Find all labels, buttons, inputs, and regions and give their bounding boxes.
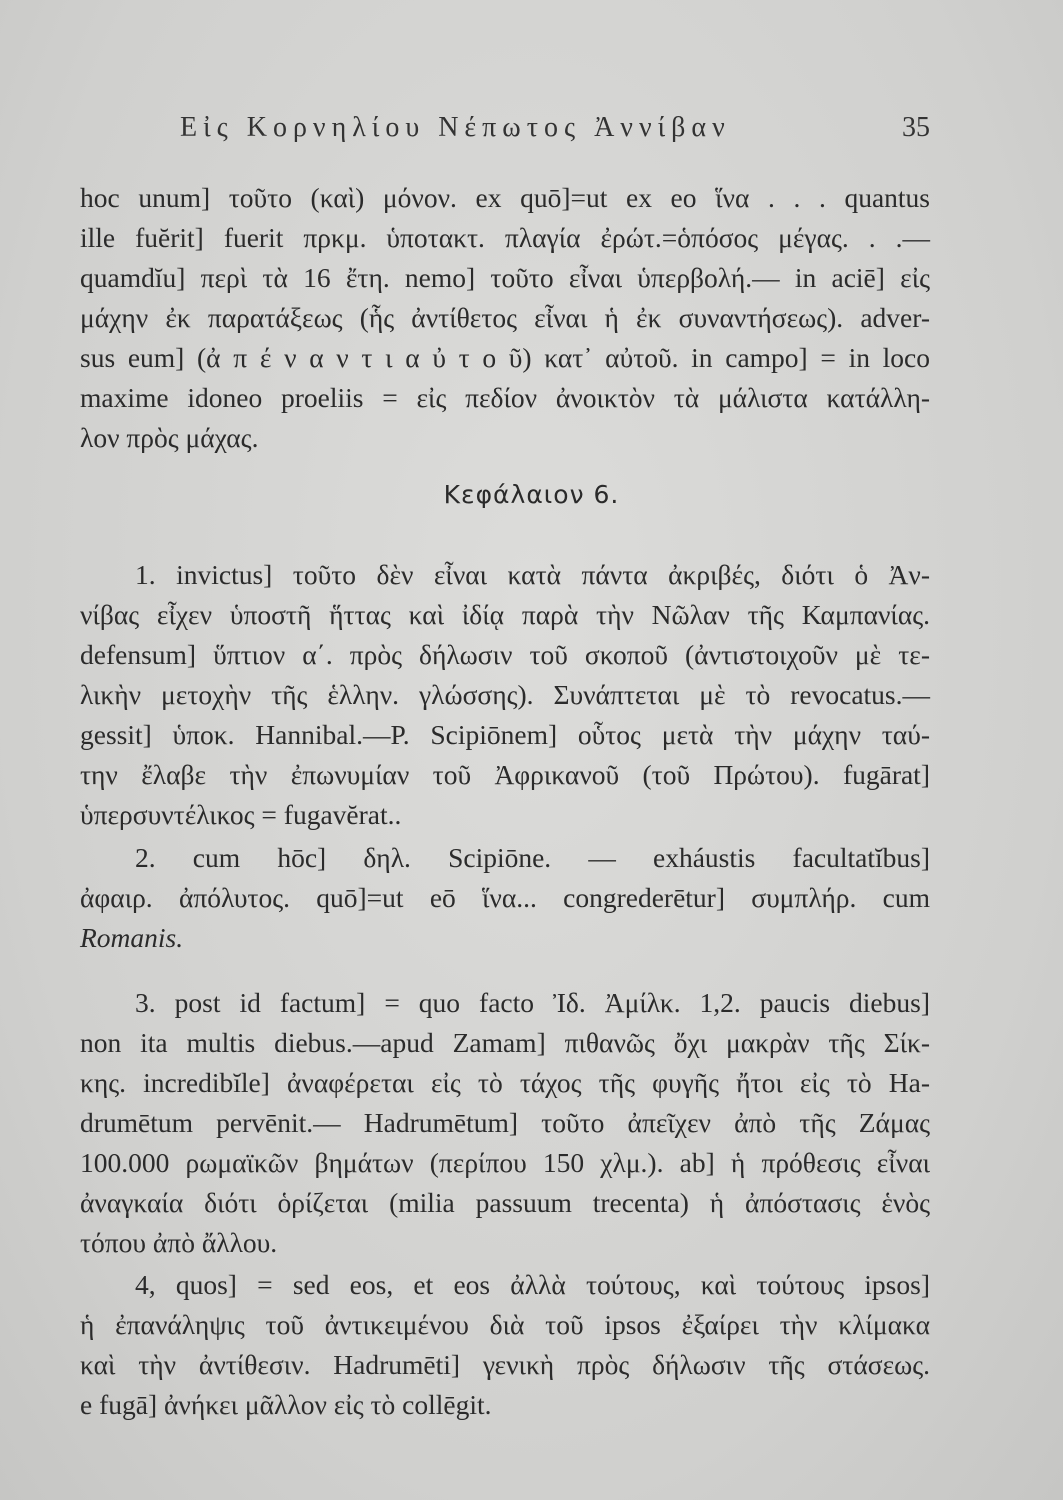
text-line: 100.000 ρωμαϊκῶν βημάτων (περίπου 150 χλμ.). ab] ἡ πρόθεσις εἶναι [80,1147,930,1178]
text-line: gessit] ὑποκ. Hannibal.—P. Scipiōnem] οὗτος μετὰ τὴν μάχην ταύ- [80,719,930,750]
text-line: defensum] ὕπτιον α΄. πρὸς δήλωσιν τοῦ σκοποῦ (ἀντιστοιχοῦν μὲ τε- [80,639,930,670]
text-line: κης. incredibĭle] ἀναφέρεται εἰς τὸ τάχος τῆς φυγῆς ἤτοι εἰς τὸ Ha- [80,1067,930,1098]
text-line: 3. post id factum] = quo facto Ἰδ. Ἀμίλκ. 1,2. paucis diebus] [135,987,930,1018]
text-line: e fugā] ἀνήκει μᾶλλον εἰς τὸ collēgit. [80,1389,492,1420]
text-line: sus eum] (ἀ π έ ν α ν τ ι α ὐ τ ο ῦ) κατ᾽ αὐτοῦ. in campo] = in loco [80,342,930,373]
text-line: νίβας εἶχεν ὑποστῆ ἥττας καὶ ἰδίᾳ παρὰ τὴν Νῶλαν τῆς Καμπανίας. [80,599,930,630]
text-line: Romanis. [80,922,184,953]
intro-paragraph [80,178,930,458]
text-line: καὶ τὴν ἀντίθεσιν. Hadrumēti] γενικὴ πρὸς δήλωσιν τῆς στάσεως. [80,1349,930,1380]
text-line: ἡ ἐπανάληψις τοῦ ἀντικειμένου διὰ τοῦ ipsos ἐξαίρει τὴν κλίμακα [80,1309,930,1340]
section-1-paragraph [80,555,930,835]
text-line: maxime idoneo proeliis = εἰς πεδίον ἀνοικτὸν τὰ μάλιστα κατάλλη- [80,382,930,413]
text-line: ille fuĕrit] fuerit πρκμ. ὑποτακτ. πλαγία ἐρώτ.=ὁπόσος μέγας. . .— [80,222,930,253]
text-line: ὑπερσυντέλικος = fugavĕrat.. [80,799,402,830]
text-line: drumētum pervēnit.— Hadrumētum] τοῦτο ἀπεῖχεν ἀπὸ τῆς Ζάμας [80,1107,930,1138]
text-line: την ἔλαβε τὴν ἐπωνυμίαν τοῦ Ἀφρικανοῦ (τοῦ Πρώτου). fugārat] [80,759,930,790]
text-line: 1. invictus] τοῦτο δὲν εἶναι κατὰ πάντα ἀκριβές, διότι ὁ Ἀν- [135,559,930,590]
text-line: hoc unum] τοῦτο (καὶ) μόνον. ex quō]=ut ex eo ἵνα . . . quantus [80,182,930,213]
text-line: μάχην ἐκ παρατάξεως (ἧς ἀντίθετος εἶναι ἡ ἐκ συναντήσεως). adver- [80,302,930,333]
section-2-paragraph [80,838,930,958]
text-line: ἀναγκαία διότι ὁρίζεται (milia passuum trecenta) ἡ ἀπόστασις ἑνὸς [80,1187,930,1218]
running-title: Εἰς Κορνηλίου Νέπωτος Ἀννίβαν [180,112,731,143]
text-line: 2. cum hōc] δηλ. Scipiōne. — exháustis facultatĭbus] [135,842,930,873]
text-line: τόπου ἀπὸ ἄλλου. [80,1227,278,1258]
section-4-paragraph [80,1265,930,1425]
running-header [80,112,930,156]
page-number: 35 [902,112,930,143]
text-line: λικὴν μετοχὴν τῆς ἑλλην. γλώσσης). Συνάπτεται μὲ τὸ revocatus.— [80,679,930,710]
text-line: 4, quos] = sed eos, et eos ἀλλὰ τούτους, καὶ τούτους ipsos] [135,1269,930,1300]
text-line: ἀφαιρ. ἀπόλυτος. quō]=ut eō ἵνα... congrederētur] συμπλήρ. cum [80,882,930,913]
section-3-paragraph [80,983,930,1263]
text-line: λον πρὸς μάχας. [80,422,259,453]
chapter-heading: Κεφάλαιον 6. [443,480,620,509]
text-line: quamdĭu] περὶ τὰ 16 ἔτη. nemo] τοῦτο εἶναι ὑπερβολή.— in aciē] εἰς [80,262,930,293]
text-line: non ita multis diebus.—apud Zamam] πιθανῶς ὄχι μακρὰν τῆς Σίκ- [80,1027,930,1058]
